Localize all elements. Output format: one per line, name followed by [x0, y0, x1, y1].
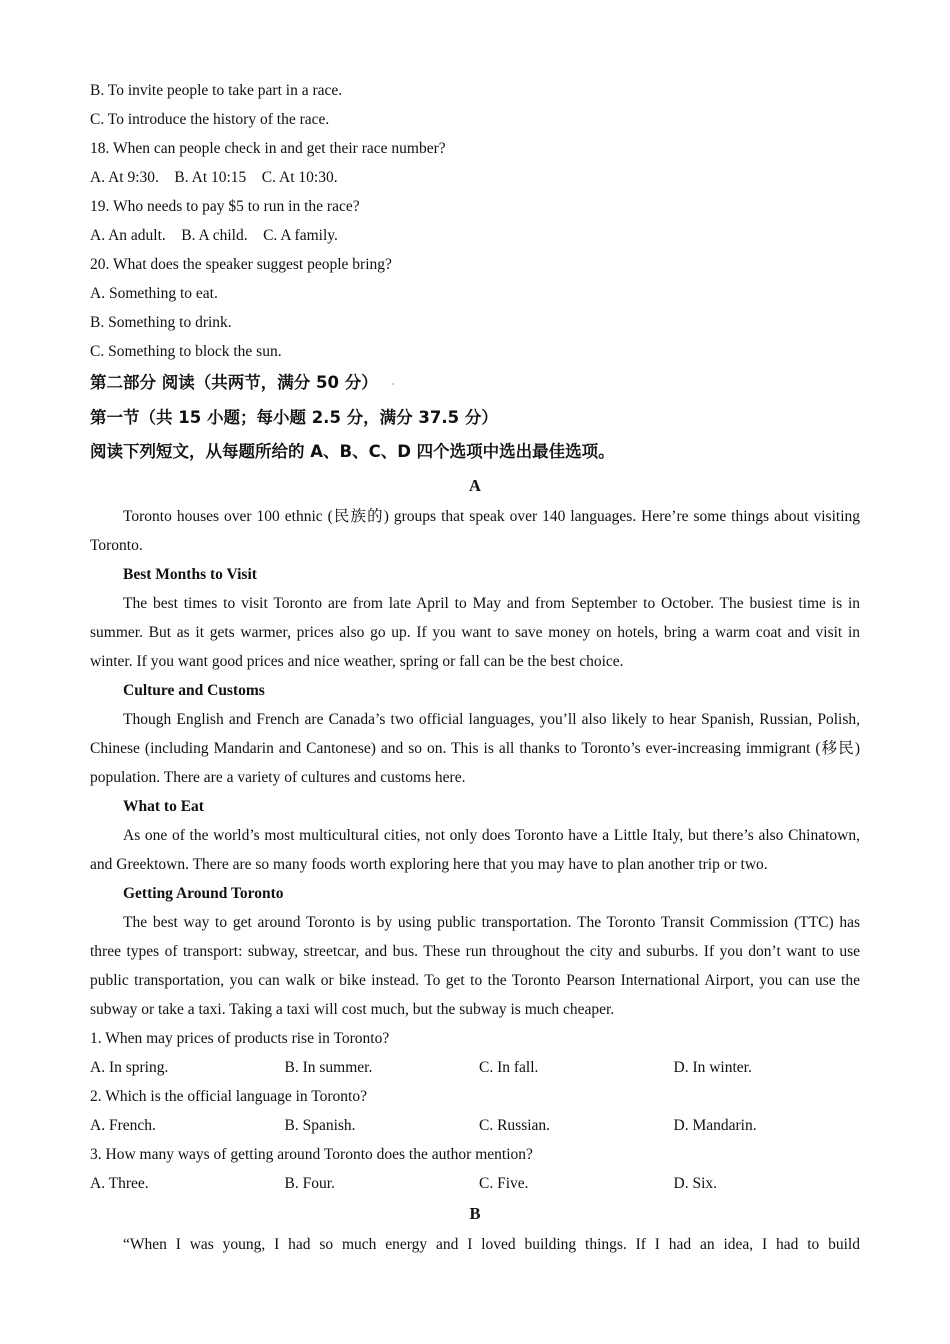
option-c: C. Russian. — [479, 1116, 551, 1134]
option-line: C. To introduce the history of the race. — [90, 111, 330, 128]
option-line: A. An adult. B. A child. C. A family. — [90, 227, 338, 244]
question-line: 20. What does the speaker suggest people bring? — [90, 256, 392, 273]
option-b: B. In summer. — [284, 1058, 373, 1076]
question-1-options — [90, 1053, 860, 1082]
option-a: A. French. — [90, 1116, 156, 1134]
option-line: B. To invite people to take part in a race. — [90, 82, 343, 99]
question-1-stem: 1. When may prices of products rise in Toronto? — [90, 1029, 390, 1047]
paragraph-what-to-eat: As one of the world’s most multicultural cities, not only does Toronto have a Little Italy, but there’s also Chinatown, and Greektown. There are so many foods worth exploring here that you may have to plan another trip or two. — [90, 826, 860, 873]
option-line: C. Something to block the sun. — [90, 343, 282, 360]
subheading-what-to-eat: What to Eat — [123, 797, 204, 815]
option-a: A. In spring. — [90, 1058, 169, 1076]
question-2-options — [90, 1111, 860, 1140]
instruction-heading: 阅读下列短文，从每题所给的 A、B、C、D 四个选项中选出最佳选项。 — [90, 442, 615, 461]
passage-a-intro: Toronto houses over 100 ethnic (民族的) groups that speak over 140 languages. Here’re some things about visiting Toronto. — [90, 507, 860, 554]
stray-mark — [392, 383, 394, 385]
option-line: A. Something to eat. — [90, 285, 218, 302]
part-two-heading: 第二部分 阅读（共两节，满分 50 分） — [90, 366, 860, 401]
option-d: D. Six. — [673, 1174, 717, 1192]
option-a: A. Three. — [90, 1174, 149, 1192]
passage-b-first-line: “When I was young, I had so much energy and I loved building things. If I had an idea, I had to build — [123, 1235, 860, 1253]
question-3-options — [90, 1169, 860, 1198]
option-c: C. In fall. — [479, 1058, 539, 1076]
paragraph-getting-around: The best way to get around Toronto is by using public transportation. The Toronto Transit Commission (TTC) has three types of transport: subway, streetcar, and bus. These run throughout the city and suburbs. If you don’t want to use public transportation, you can walk or bike instead. To get to the Toronto Pearson International Airport, you can use the subway or take a taxi. Taking a taxi will cost much, but the subway is much cheaper. — [90, 913, 860, 1018]
option-b: B. Spanish. — [284, 1116, 356, 1134]
section-one-heading: 第一节（共 15 小题；每小题 2.5 分，满分 37.5 分） — [90, 407, 498, 427]
subheading-culture: Culture and Customs — [123, 681, 265, 699]
option-d: D. Mandarin. — [673, 1116, 757, 1134]
question-line: 19. Who needs to pay $5 to run in the race? — [90, 198, 360, 215]
subheading-getting-around: Getting Around Toronto — [123, 884, 284, 902]
option-b: B. Four. — [284, 1174, 335, 1192]
option-c: C. Five. — [479, 1174, 529, 1192]
option-line: B. Something to drink. — [90, 314, 232, 331]
paragraph-culture: Though English and French are Canada’s two official languages, you’ll also likely to hear Spanish, Russian, Polish, Chinese (including Mandarin and Cantonese) and so on. This is all thanks to Toronto’s ever-increasing immigrant (移民) population. There are a variety of cultures and customs here. — [90, 710, 860, 786]
passage-b-letter: B — [469, 1203, 481, 1223]
question-line: 18. When can people check in and get their race number? — [90, 140, 446, 157]
exam-page — [90, 76, 860, 1259]
paragraph-best-months: The best times to visit Toronto are from late April to May and from September to October. The busiest time is in summer. But as it gets warmer, prices also go up. If you want to save money on hotels, bring a warm coat and visit in winter. If you want good prices and nice weather, spring or fall can be the best choice. — [90, 594, 860, 670]
subheading-best-months: Best Months to Visit — [123, 565, 257, 583]
question-2-stem: 2. Which is the official language in Toronto? — [90, 1087, 367, 1105]
passage-a-letter: A — [469, 475, 481, 495]
option-line: A. At 9:30. B. At 10:15 C. At 10:30. — [90, 169, 338, 186]
option-d: D. In winter. — [673, 1058, 752, 1076]
question-3-stem: 3. How many ways of getting around Toronto does the author mention? — [90, 1145, 533, 1163]
